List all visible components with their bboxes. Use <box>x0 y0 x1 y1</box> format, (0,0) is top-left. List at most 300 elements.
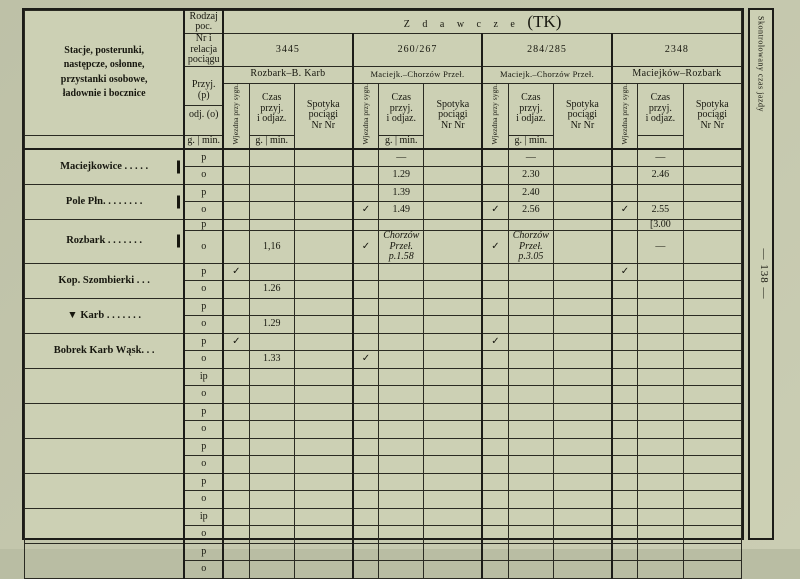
cell-t1-sig-o[interactable] <box>223 202 249 220</box>
cell-t2-time-o[interactable]: 1.49 <box>379 202 424 220</box>
cell-t3-meet-p[interactable] <box>553 508 611 526</box>
cell-t3-meet-o[interactable] <box>553 316 611 334</box>
station-cell[interactable] <box>25 149 185 185</box>
cell-t1-meet-o[interactable] <box>294 491 352 509</box>
cell-t1-meet-p[interactable] <box>294 368 352 386</box>
cell-t3-meet-o[interactable] <box>553 561 611 579</box>
cell-t2-sig-p[interactable] <box>353 403 379 421</box>
cell-t3-sig-p[interactable] <box>482 219 508 231</box>
cell-t1-sig-o[interactable] <box>223 491 249 509</box>
cell-t4-meet-o[interactable] <box>683 167 741 184</box>
cell-t1-sig-o[interactable] <box>223 526 249 544</box>
cell-t2-meet-o[interactable] <box>424 231 482 264</box>
cell-t2-meet-o[interactable] <box>424 526 482 544</box>
cell-t1-sig-o[interactable] <box>223 421 249 439</box>
cell-t2-meet-o[interactable] <box>424 561 482 579</box>
cell-t1-time-p[interactable] <box>249 149 294 167</box>
cell-t4-time-o[interactable] <box>638 491 683 509</box>
cell-t3-sig-p[interactable] <box>482 508 508 526</box>
cell-t3-time-p[interactable] <box>508 219 553 231</box>
cell-t2-meet-o[interactable] <box>424 491 482 509</box>
cell-t1-time-p[interactable] <box>249 219 294 231</box>
cell-t2-meet-p[interactable] <box>424 263 482 281</box>
cell-t3-time-p[interactable] <box>508 368 553 386</box>
cell-t1-meet-o[interactable] <box>294 456 352 474</box>
cell-t2-time-o[interactable] <box>379 351 424 369</box>
cell-t1-meet-o[interactable] <box>294 526 352 544</box>
cell-t4-sig-o[interactable] <box>612 167 638 184</box>
cell-t1-sig-p[interactable]: ✓ <box>223 333 249 351</box>
cell-t1-sig-o[interactable] <box>223 316 249 334</box>
cell-t2-sig-p[interactable] <box>353 333 379 351</box>
cell-t2-sig-o[interactable] <box>353 526 379 544</box>
cell-t2-time-o[interactable] <box>379 281 424 299</box>
cell-t3-sig-p[interactable]: ✓ <box>482 333 508 351</box>
cell-t4-meet-o[interactable] <box>683 316 741 334</box>
cell-t4-meet-o[interactable] <box>683 561 741 579</box>
cell-t2-time-p[interactable] <box>379 508 424 526</box>
cell-t4-time-p[interactable] <box>638 438 683 456</box>
station-cell[interactable] <box>25 403 185 438</box>
cell-t2-sig-p[interactable] <box>353 263 379 281</box>
cell-t1-meet-o[interactable] <box>294 202 352 220</box>
cell-t1-time-p[interactable] <box>249 298 294 316</box>
cell-t4-meet-p[interactable] <box>683 298 741 316</box>
cell-t1-time-p[interactable] <box>249 184 294 202</box>
cell-t4-sig-o[interactable] <box>612 561 638 579</box>
cell-t2-sig-o[interactable] <box>353 456 379 474</box>
cell-t3-meet-p[interactable] <box>553 438 611 456</box>
cell-t2-time-o[interactable] <box>379 491 424 509</box>
cell-t1-sig-o[interactable] <box>223 167 249 184</box>
cell-t1-time-o[interactable]: 1,16 <box>249 231 294 264</box>
station-cell[interactable] <box>25 438 185 473</box>
cell-t3-meet-p[interactable] <box>553 298 611 316</box>
cell-t1-meet-o[interactable] <box>294 231 352 264</box>
cell-t4-time-p[interactable]: [3.00 <box>638 219 683 231</box>
cell-t3-time-o[interactable] <box>508 316 553 334</box>
cell-t4-time-o[interactable] <box>638 386 683 404</box>
cell-t4-meet-o[interactable] <box>683 456 741 474</box>
cell-t2-meet-p[interactable] <box>424 508 482 526</box>
cell-t2-sig-o[interactable] <box>353 491 379 509</box>
cell-t4-time-p[interactable]: — <box>638 149 683 167</box>
cell-t2-time-p[interactable]: — <box>379 149 424 167</box>
cell-t4-sig-p[interactable] <box>612 473 638 491</box>
cell-t4-time-p[interactable] <box>638 473 683 491</box>
cell-t2-sig-o[interactable]: ✓ <box>353 231 379 264</box>
station-cell[interactable] <box>25 184 185 219</box>
cell-t4-time-p[interactable] <box>638 403 683 421</box>
cell-t3-meet-o[interactable] <box>553 167 611 184</box>
cell-t1-meet-p[interactable] <box>294 263 352 281</box>
cell-t3-meet-p[interactable] <box>553 263 611 281</box>
cell-t1-time-o[interactable] <box>249 202 294 220</box>
cell-t3-time-p[interactable] <box>508 508 553 526</box>
cell-t2-meet-p[interactable] <box>424 368 482 386</box>
station-cell[interactable] <box>25 473 185 508</box>
cell-t2-meet-o[interactable] <box>424 167 482 184</box>
station-cell[interactable] <box>25 298 185 333</box>
cell-t4-meet-o[interactable] <box>683 202 741 220</box>
cell-t4-time-o[interactable]: 2.55 <box>638 202 683 220</box>
cell-t3-meet-p[interactable] <box>553 368 611 386</box>
cell-t4-sig-p[interactable] <box>612 403 638 421</box>
station-cell[interactable] <box>25 333 185 368</box>
cell-t1-sig-p[interactable] <box>223 184 249 202</box>
cell-t1-sig-p[interactable] <box>223 543 249 561</box>
cell-t3-time-o[interactable]: 2.56 <box>508 202 553 220</box>
cell-t4-sig-p[interactable] <box>612 543 638 561</box>
cell-t4-time-o[interactable] <box>638 526 683 544</box>
cell-t4-time-o[interactable]: — <box>638 231 683 264</box>
cell-t1-meet-p[interactable] <box>294 333 352 351</box>
cell-t3-sig-o[interactable] <box>482 167 508 184</box>
cell-t3-time-p[interactable]: 2.40 <box>508 184 553 202</box>
cell-t2-time-p[interactable] <box>379 263 424 281</box>
cell-t1-sig-o[interactable] <box>223 351 249 369</box>
cell-t1-sig-o[interactable] <box>223 386 249 404</box>
cell-t1-time-o[interactable] <box>249 526 294 544</box>
cell-t1-sig-p[interactable] <box>223 403 249 421</box>
cell-t2-sig-o[interactable] <box>353 167 379 184</box>
cell-t4-time-p[interactable] <box>638 333 683 351</box>
station-cell[interactable] <box>25 263 185 298</box>
cell-t4-meet-o[interactable] <box>683 351 741 369</box>
cell-t2-time-o[interactable] <box>379 456 424 474</box>
cell-t3-meet-p[interactable] <box>553 149 611 167</box>
cell-t4-sig-o[interactable] <box>612 456 638 474</box>
cell-t3-sig-o[interactable] <box>482 526 508 544</box>
cell-t3-sig-o[interactable] <box>482 561 508 579</box>
cell-t2-meet-p[interactable] <box>424 149 482 167</box>
cell-t2-meet-o[interactable] <box>424 421 482 439</box>
cell-t3-sig-o[interactable] <box>482 386 508 404</box>
cell-t1-meet-p[interactable] <box>294 403 352 421</box>
cell-t3-meet-o[interactable] <box>553 231 611 264</box>
cell-t2-meet-p[interactable] <box>424 219 482 231</box>
cell-t1-meet-p[interactable] <box>294 149 352 167</box>
cell-t3-sig-o[interactable]: ✓ <box>482 202 508 220</box>
cell-t1-time-p[interactable] <box>249 473 294 491</box>
cell-t3-meet-o[interactable] <box>553 386 611 404</box>
cell-t4-time-p[interactable] <box>638 263 683 281</box>
cell-t1-meet-o[interactable] <box>294 421 352 439</box>
cell-t1-sig-o[interactable] <box>223 231 249 264</box>
cell-t1-meet-o[interactable] <box>294 351 352 369</box>
cell-t3-time-o[interactable] <box>508 281 553 299</box>
cell-t2-time-p[interactable] <box>379 438 424 456</box>
cell-t3-sig-p[interactable] <box>482 298 508 316</box>
cell-t3-sig-o[interactable]: ✓ <box>482 231 508 264</box>
cell-t1-time-o[interactable] <box>249 456 294 474</box>
cell-t2-meet-o[interactable] <box>424 386 482 404</box>
cell-t2-sig-p[interactable] <box>353 473 379 491</box>
cell-t2-sig-o[interactable] <box>353 386 379 404</box>
cell-t4-time-p[interactable] <box>638 508 683 526</box>
cell-t2-meet-o[interactable] <box>424 456 482 474</box>
cell-t2-time-o[interactable] <box>379 561 424 579</box>
cell-t2-sig-p[interactable] <box>353 219 379 231</box>
cell-t4-sig-o[interactable] <box>612 231 638 264</box>
cell-t1-sig-o[interactable] <box>223 561 249 579</box>
cell-t3-time-o[interactable] <box>508 386 553 404</box>
cell-t4-sig-p[interactable] <box>612 438 638 456</box>
cell-t2-time-p[interactable] <box>379 219 424 231</box>
cell-t1-meet-o[interactable] <box>294 167 352 184</box>
cell-t1-sig-p[interactable] <box>223 298 249 316</box>
cell-t3-meet-p[interactable] <box>553 543 611 561</box>
cell-t2-meet-p[interactable] <box>424 543 482 561</box>
cell-t3-time-p[interactable] <box>508 263 553 281</box>
cell-t4-meet-p[interactable] <box>683 473 741 491</box>
cell-t3-sig-p[interactable] <box>482 403 508 421</box>
cell-t4-meet-o[interactable] <box>683 491 741 509</box>
cell-t3-sig-p[interactable] <box>482 149 508 167</box>
cell-t4-meet-p[interactable] <box>683 263 741 281</box>
cell-t3-time-p[interactable] <box>508 473 553 491</box>
cell-t4-meet-p[interactable] <box>683 543 741 561</box>
cell-t2-time-p[interactable]: 1.39 <box>379 184 424 202</box>
cell-t4-sig-p[interactable] <box>612 184 638 202</box>
cell-t3-meet-o[interactable] <box>553 491 611 509</box>
cell-t1-sig-o[interactable] <box>223 281 249 299</box>
cell-t4-meet-p[interactable] <box>683 149 741 167</box>
cell-t2-time-o[interactable] <box>379 386 424 404</box>
cell-t3-time-o[interactable] <box>508 351 553 369</box>
cell-t2-time-o[interactable] <box>379 316 424 334</box>
cell-t3-time-o[interactable] <box>508 491 553 509</box>
cell-t2-time-o[interactable]: 1.29 <box>379 167 424 184</box>
cell-t2-sig-p[interactable] <box>353 438 379 456</box>
station-cell[interactable] <box>25 219 185 263</box>
cell-t4-time-p[interactable] <box>638 184 683 202</box>
cell-t3-time-o[interactable] <box>508 526 553 544</box>
cell-t4-sig-p[interactable]: ✓ <box>612 263 638 281</box>
cell-t2-sig-o[interactable] <box>353 316 379 334</box>
cell-t2-meet-p[interactable] <box>424 438 482 456</box>
cell-t4-sig-o[interactable] <box>612 421 638 439</box>
cell-t1-time-p[interactable] <box>249 508 294 526</box>
cell-t1-time-o[interactable]: 1.33 <box>249 351 294 369</box>
cell-t1-meet-o[interactable] <box>294 386 352 404</box>
cell-t1-sig-p[interactable] <box>223 368 249 386</box>
cell-t1-meet-p[interactable] <box>294 184 352 202</box>
cell-t4-meet-p[interactable] <box>683 438 741 456</box>
cell-t4-time-p[interactable] <box>638 298 683 316</box>
cell-t3-sig-o[interactable] <box>482 316 508 334</box>
station-cell[interactable] <box>25 368 185 403</box>
cell-t1-sig-p[interactable] <box>223 473 249 491</box>
cell-t4-time-p[interactable] <box>638 368 683 386</box>
cell-t3-meet-p[interactable] <box>553 184 611 202</box>
cell-t1-time-p[interactable] <box>249 543 294 561</box>
cell-t4-sig-p[interactable] <box>612 508 638 526</box>
cell-t4-sig-p[interactable] <box>612 219 638 231</box>
cell-t2-time-p[interactable] <box>379 543 424 561</box>
cell-t3-time-o[interactable]: 2.30 <box>508 167 553 184</box>
cell-t4-meet-p[interactable] <box>683 184 741 202</box>
cell-t4-time-o[interactable] <box>638 561 683 579</box>
cell-t1-time-p[interactable] <box>249 333 294 351</box>
cell-t4-meet-o[interactable] <box>683 421 741 439</box>
cell-t3-time-p[interactable]: — <box>508 149 553 167</box>
cell-t2-time-o[interactable] <box>379 526 424 544</box>
cell-t3-meet-o[interactable] <box>553 351 611 369</box>
cell-t1-time-o[interactable] <box>249 386 294 404</box>
cell-t2-sig-p[interactable] <box>353 508 379 526</box>
cell-t3-time-p[interactable] <box>508 333 553 351</box>
cell-t1-time-o[interactable]: 1.26 <box>249 281 294 299</box>
cell-t4-meet-o[interactable] <box>683 386 741 404</box>
cell-t4-sig-o[interactable] <box>612 526 638 544</box>
cell-t4-time-o[interactable] <box>638 456 683 474</box>
cell-t1-time-p[interactable] <box>249 403 294 421</box>
cell-t1-meet-p[interactable] <box>294 438 352 456</box>
cell-t2-time-p[interactable] <box>379 298 424 316</box>
cell-t3-meet-p[interactable] <box>553 403 611 421</box>
cell-t1-time-p[interactable] <box>249 263 294 281</box>
cell-t4-meet-o[interactable] <box>683 526 741 544</box>
cell-t3-sig-o[interactable] <box>482 491 508 509</box>
cell-t4-sig-p[interactable] <box>612 298 638 316</box>
cell-t4-meet-p[interactable] <box>683 403 741 421</box>
cell-t4-time-o[interactable] <box>638 316 683 334</box>
cell-t4-sig-p[interactable] <box>612 333 638 351</box>
cell-t3-meet-o[interactable] <box>553 202 611 220</box>
cell-t1-meet-o[interactable] <box>294 281 352 299</box>
cell-t3-time-p[interactable] <box>508 438 553 456</box>
cell-t2-meet-p[interactable] <box>424 333 482 351</box>
cell-t1-sig-o[interactable] <box>223 456 249 474</box>
cell-t1-meet-o[interactable] <box>294 316 352 334</box>
cell-t4-meet-o[interactable] <box>683 231 741 264</box>
cell-t3-time-p[interactable] <box>508 403 553 421</box>
cell-t4-time-o[interactable] <box>638 421 683 439</box>
cell-t4-sig-o[interactable] <box>612 281 638 299</box>
cell-t3-sig-p[interactable] <box>482 184 508 202</box>
cell-t3-sig-p[interactable] <box>482 438 508 456</box>
cell-t3-sig-p[interactable] <box>482 368 508 386</box>
cell-t3-meet-o[interactable] <box>553 456 611 474</box>
cell-t1-sig-p[interactable] <box>223 438 249 456</box>
cell-t3-sig-o[interactable] <box>482 351 508 369</box>
cell-t3-meet-p[interactable] <box>553 219 611 231</box>
cell-t3-meet-p[interactable] <box>553 473 611 491</box>
cell-t1-meet-p[interactable] <box>294 473 352 491</box>
cell-t2-time-o[interactable] <box>379 231 424 264</box>
cell-t3-time-p[interactable] <box>508 543 553 561</box>
cell-t3-meet-o[interactable] <box>553 281 611 299</box>
cell-t4-meet-p[interactable] <box>683 508 741 526</box>
cell-t2-meet-p[interactable] <box>424 298 482 316</box>
cell-t2-sig-p[interactable] <box>353 184 379 202</box>
cell-t4-time-o[interactable]: 2.46 <box>638 167 683 184</box>
cell-t3-sig-o[interactable] <box>482 456 508 474</box>
cell-t4-sig-p[interactable] <box>612 368 638 386</box>
cell-t3-meet-o[interactable] <box>553 526 611 544</box>
cell-t1-time-o[interactable] <box>249 561 294 579</box>
cell-t2-sig-p[interactable] <box>353 149 379 167</box>
cell-t3-time-o[interactable] <box>508 421 553 439</box>
cell-t3-sig-o[interactable] <box>482 421 508 439</box>
cell-t3-sig-p[interactable] <box>482 263 508 281</box>
cell-t1-time-o[interactable] <box>249 421 294 439</box>
cell-t3-sig-p[interactable] <box>482 543 508 561</box>
cell-t2-meet-o[interactable] <box>424 351 482 369</box>
cell-t2-meet-p[interactable] <box>424 473 482 491</box>
cell-t1-time-o[interactable] <box>249 491 294 509</box>
cell-t2-meet-o[interactable] <box>424 316 482 334</box>
cell-t2-sig-o[interactable] <box>353 561 379 579</box>
cell-t2-sig-p[interactable] <box>353 543 379 561</box>
cell-t2-time-o[interactable] <box>379 421 424 439</box>
cell-t3-sig-p[interactable] <box>482 473 508 491</box>
station-cell[interactable] <box>25 543 185 578</box>
cell-t3-time-o[interactable] <box>508 561 553 579</box>
cell-t1-meet-p[interactable] <box>294 298 352 316</box>
cell-t2-sig-o[interactable]: ✓ <box>353 202 379 220</box>
cell-t2-sig-p[interactable] <box>353 368 379 386</box>
cell-t3-time-p[interactable] <box>508 298 553 316</box>
cell-t1-meet-p[interactable] <box>294 508 352 526</box>
cell-t3-sig-o[interactable] <box>482 281 508 299</box>
cell-t3-meet-o[interactable] <box>553 421 611 439</box>
cell-t2-time-p[interactable] <box>379 403 424 421</box>
cell-t4-sig-o[interactable] <box>612 491 638 509</box>
cell-t2-meet-p[interactable] <box>424 184 482 202</box>
cell-t2-time-p[interactable] <box>379 368 424 386</box>
cell-t1-time-p[interactable] <box>249 438 294 456</box>
cell-t3-time-o[interactable] <box>508 231 553 264</box>
cell-t1-meet-o[interactable] <box>294 561 352 579</box>
cell-t1-meet-p[interactable] <box>294 543 352 561</box>
cell-t1-sig-p[interactable] <box>223 508 249 526</box>
cell-t2-sig-o[interactable] <box>353 421 379 439</box>
cell-t1-time-p[interactable] <box>249 368 294 386</box>
cell-t1-meet-p[interactable] <box>294 219 352 231</box>
cell-t4-meet-o[interactable] <box>683 281 741 299</box>
cell-t2-sig-p[interactable] <box>353 298 379 316</box>
cell-t4-time-o[interactable] <box>638 351 683 369</box>
station-cell[interactable] <box>25 508 185 543</box>
cell-t1-sig-p[interactable] <box>223 149 249 167</box>
cell-t1-time-o[interactable] <box>249 167 294 184</box>
cell-t4-time-o[interactable] <box>638 281 683 299</box>
cell-t2-sig-o[interactable]: ✓ <box>353 351 379 369</box>
cell-t1-time-o[interactable]: 1.29 <box>249 316 294 334</box>
cell-t4-meet-p[interactable] <box>683 333 741 351</box>
cell-t2-time-p[interactable] <box>379 473 424 491</box>
cell-t4-time-p[interactable] <box>638 543 683 561</box>
cell-t1-sig-p[interactable] <box>223 219 249 231</box>
cell-t4-sig-o[interactable] <box>612 316 638 334</box>
cell-t2-sig-o[interactable] <box>353 281 379 299</box>
cell-t2-meet-o[interactable] <box>424 202 482 220</box>
cell-t4-meet-p[interactable] <box>683 368 741 386</box>
cell-t3-meet-p[interactable] <box>553 333 611 351</box>
cell-t1-sig-p[interactable]: ✓ <box>223 263 249 281</box>
cell-t2-meet-o[interactable] <box>424 281 482 299</box>
cell-t4-meet-p[interactable] <box>683 219 741 231</box>
cell-t4-sig-o[interactable]: ✓ <box>612 202 638 220</box>
cell-t4-sig-p[interactable] <box>612 149 638 167</box>
cell-t2-meet-p[interactable] <box>424 403 482 421</box>
cell-t4-sig-o[interactable] <box>612 351 638 369</box>
cell-t3-time-o[interactable] <box>508 456 553 474</box>
cell-t2-time-p[interactable] <box>379 333 424 351</box>
cell-t4-sig-o[interactable] <box>612 386 638 404</box>
